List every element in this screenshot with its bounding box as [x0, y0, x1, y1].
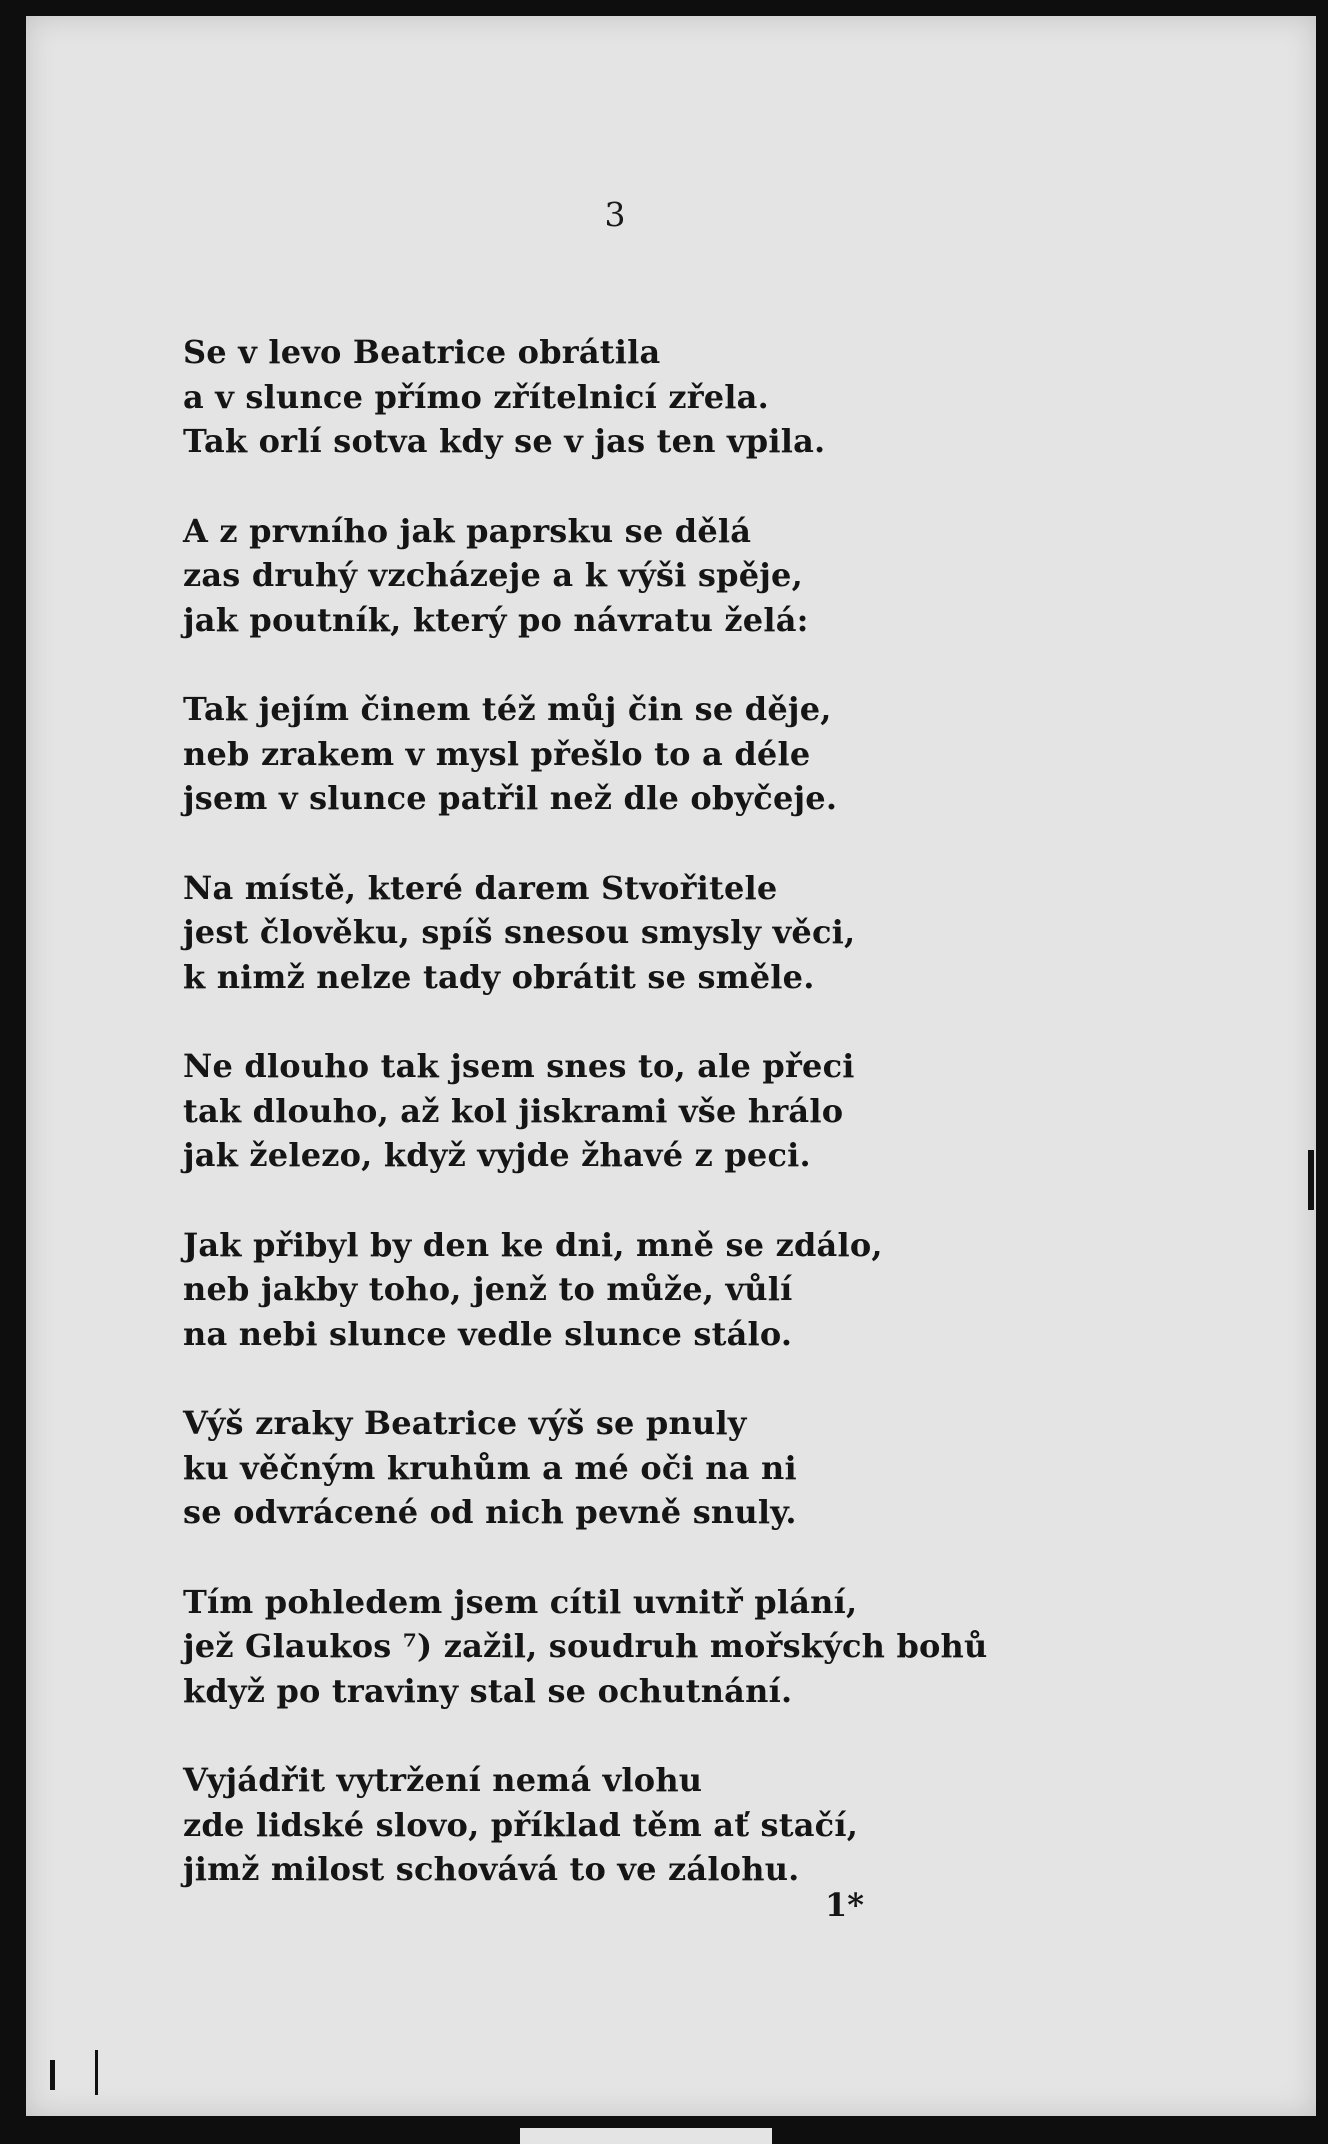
verse-line: Vyjádřit vytržení nemá vlohu	[183, 1761, 703, 1799]
stanza	[183, 509, 1083, 643]
stanza	[183, 687, 1083, 821]
verse-line: Výš zraky Beatrice výš se pnuly	[183, 1404, 747, 1442]
verse-line: neb jakby toho, jenž to může, vůlí	[183, 1270, 793, 1308]
verse-line: A z prvního jak paprsku se dělá	[183, 511, 752, 550]
page-bottom-edge	[520, 2128, 772, 2144]
verse-line: zde lidské slovo, příklad těm ať stačí,	[183, 1805, 859, 1844]
verse-line: jest člověku, spíš snesou smysly věci,	[183, 913, 856, 951]
verse-line: Tím pohledem jsem cítil uvnitř plání,	[183, 1582, 858, 1621]
verse-line: ku věčným kruhům a mé oči na ni	[183, 1448, 797, 1487]
verse-line: Na místě, které darem Stvořitele	[183, 868, 778, 907]
stanza	[183, 1401, 1083, 1535]
verse-line: jak poutník, který po návratu želá:	[183, 600, 809, 639]
verse-line: se odvrácené od nich pevně snuly.	[183, 1493, 797, 1531]
scan-speck	[95, 2050, 98, 2095]
verse-line: jak železo, když vyjde žhavé z peci.	[183, 1136, 811, 1174]
scan-speck	[50, 2060, 55, 2090]
verse-line: Tak orlí sotva kdy se v jas ten vpila.	[183, 422, 826, 460]
verse-line: k nimž nelze tady obrátit se směle.	[183, 957, 815, 996]
verse-line: neb zrakem v mysl přešlo to a déle	[183, 734, 811, 773]
verse-line: Tak jejím činem též můj čin se děje,	[183, 690, 832, 728]
scan-speck	[1308, 1150, 1314, 1210]
verse-line: jsem v slunce patřil než dle obyčeje.	[183, 779, 838, 817]
stanza	[183, 1223, 1083, 1357]
stanza	[183, 1044, 1083, 1178]
verse-line: Ne dlouho tak jsem snes to, ale přeci	[183, 1047, 855, 1085]
stanza	[183, 1580, 1083, 1714]
poem-text	[183, 330, 1083, 1937]
verse-line: jež Glaukos ⁷) zažil, soudruh mořských bohů	[183, 1627, 988, 1665]
stanza	[183, 866, 1083, 1000]
stanza	[183, 1758, 1083, 1892]
verse-line: jimž milost schovává to ve zálohu.	[183, 1850, 800, 1888]
verse-line: když po traviny stal se ochutnání.	[183, 1671, 793, 1710]
verse-line: zas druhý vzcházeje a k výši spěje,	[183, 556, 803, 594]
page-number: 3	[604, 195, 626, 234]
verse-line: tak dlouho, až kol jiskrami vše hrálo	[183, 1091, 844, 1130]
verse-line: Se v levo Beatrice obrátila	[183, 333, 661, 371]
stanza	[183, 330, 1083, 464]
signature-mark: 1*	[825, 1886, 864, 1924]
verse-line: Jak přibyl by den ke dni, mně se zdálo,	[183, 1225, 883, 1264]
verse-line: na nebi slunce vedle slunce stálo.	[183, 1314, 793, 1353]
verse-line: a v slunce přímo zřítelnicí zřela.	[183, 377, 769, 416]
